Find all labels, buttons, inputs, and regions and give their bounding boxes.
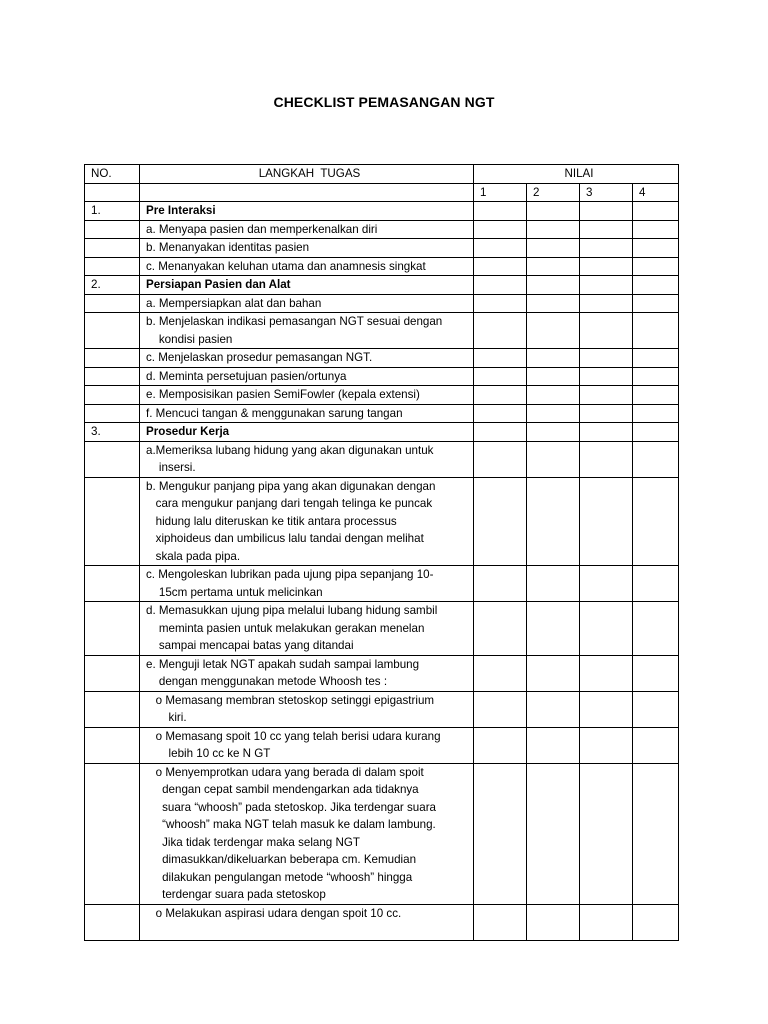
score-cell-2[interactable]: [527, 441, 580, 477]
row-number: [85, 367, 140, 386]
score-cell-1[interactable]: [474, 477, 527, 566]
row-number: 3.: [85, 423, 140, 442]
score-cell-1[interactable]: [474, 220, 527, 239]
task-row: [85, 220, 679, 239]
task-row: [85, 404, 679, 423]
score-cell-1[interactable]: [474, 239, 527, 258]
score-cell-2[interactable]: [527, 477, 580, 566]
score-cell-2[interactable]: [527, 404, 580, 423]
row-number: [85, 313, 140, 349]
score-cell-3[interactable]: [580, 367, 633, 386]
score-cell-1[interactable]: [474, 404, 527, 423]
score-cell-1[interactable]: [474, 276, 527, 295]
row-number: [85, 404, 140, 423]
task-text: a. Mempersiapkan alat dan bahan: [140, 294, 474, 313]
task-text: o Menyemprotkan udara yang berada di dalam spoit dengan cepat sambil mendengarkan ada tidaknya suara “whoosh” pada stetoskop. Jika terdengar suara “whoosh” maka NGT telah masuk ke dalam lambung. Jika tidak terdengar maka selang NGT dimasukkan/dikeluarkan beberapa cm. Kemudian dilakukan pengulangan metode “whoosh” hingga terdengar suara pada stetoskop: [140, 763, 474, 904]
score-cell-3[interactable]: [580, 691, 633, 727]
score-cell-3[interactable]: [580, 441, 633, 477]
score-cell-3[interactable]: [580, 477, 633, 566]
section-title: Persiapan Pasien dan Alat: [140, 276, 474, 295]
score-cell-2[interactable]: [527, 276, 580, 295]
score-column-4: 4: [633, 183, 679, 202]
task-row: [85, 602, 679, 656]
score-cell-2[interactable]: [527, 220, 580, 239]
score-cell-3[interactable]: [580, 423, 633, 442]
task-text: c. Menanyakan keluhan utama dan anamnesis singkat: [140, 257, 474, 276]
task-row: [85, 294, 679, 313]
row-number: [85, 602, 140, 656]
score-cell-4[interactable]: [633, 349, 679, 368]
score-cell-2[interactable]: [527, 602, 580, 656]
score-cell-4[interactable]: [633, 386, 679, 405]
score-cell-4[interactable]: [633, 727, 679, 763]
score-cell-1[interactable]: [474, 202, 527, 221]
row-number: [85, 220, 140, 239]
score-cell-2[interactable]: [527, 691, 580, 727]
task-row: [85, 349, 679, 368]
row-number: [85, 239, 140, 258]
row-number: [85, 691, 140, 727]
task-row: [85, 904, 679, 940]
score-cell-4[interactable]: [633, 477, 679, 566]
task-row: [85, 691, 679, 727]
score-cell-1[interactable]: [474, 691, 527, 727]
section-row: [85, 423, 679, 442]
task-row: [85, 367, 679, 386]
task-text: e. Memposisikan pasien SemiFowler (kepala extensi): [140, 386, 474, 405]
score-cell-4[interactable]: [633, 441, 679, 477]
score-cell-1[interactable]: [474, 904, 527, 940]
score-column-2: 2: [527, 183, 580, 202]
task-text: e. Menguji letak NGT apakah sudah sampai lambung dengan menggunakan metode Whoosh tes :: [140, 655, 474, 691]
row-number: [85, 566, 140, 602]
score-cell-2[interactable]: [527, 566, 580, 602]
score-column-1: 1: [474, 183, 527, 202]
task-row: [85, 566, 679, 602]
score-cell-2[interactable]: [527, 257, 580, 276]
score-cell-4[interactable]: [633, 257, 679, 276]
empty-cell: [140, 183, 474, 202]
task-row: [85, 477, 679, 566]
score-cell-2[interactable]: [527, 294, 580, 313]
score-cell-2[interactable]: [527, 313, 580, 349]
score-columns-row: [85, 183, 679, 202]
task-row: [85, 727, 679, 763]
score-cell-4[interactable]: [633, 202, 679, 221]
row-number: [85, 655, 140, 691]
header-no: NO.: [85, 165, 140, 184]
score-cell-2[interactable]: [527, 904, 580, 940]
row-number: 1.: [85, 202, 140, 221]
task-row: [85, 441, 679, 477]
score-cell-4[interactable]: [633, 276, 679, 295]
task-row: [85, 655, 679, 691]
score-cell-4[interactable]: [633, 294, 679, 313]
task-row: [85, 313, 679, 349]
section-row: [85, 202, 679, 221]
score-cell-2[interactable]: [527, 367, 580, 386]
row-number: [85, 727, 140, 763]
score-cell-4[interactable]: [633, 691, 679, 727]
task-row: [85, 386, 679, 405]
task-text: o Memasang spoit 10 cc yang telah berisi udara kurang lebih 10 cc ke N GT: [140, 727, 474, 763]
score-cell-3[interactable]: [580, 349, 633, 368]
task-text: b. Menanyakan identitas pasien: [140, 239, 474, 258]
score-cell-1[interactable]: [474, 566, 527, 602]
score-cell-3[interactable]: [580, 294, 633, 313]
task-text: a.Memeriksa lubang hidung yang akan digunakan untuk insersi.: [140, 441, 474, 477]
header-score: NILAI: [474, 165, 679, 184]
row-number: [85, 257, 140, 276]
score-cell-3[interactable]: [580, 655, 633, 691]
row-number: [85, 904, 140, 940]
score-cell-3[interactable]: [580, 566, 633, 602]
score-cell-4[interactable]: [633, 239, 679, 258]
score-cell-1[interactable]: [474, 441, 527, 477]
task-row: [85, 257, 679, 276]
score-cell-4[interactable]: [633, 423, 679, 442]
score-cell-3[interactable]: [580, 220, 633, 239]
task-text: d. Meminta persetujuan pasien/ortunya: [140, 367, 474, 386]
task-text: d. Memasukkan ujung pipa melalui lubang hidung sambil meminta pasien untuk melakukan gerakan menelan sampai mencapai batas yang ditandai: [140, 602, 474, 656]
score-cell-3[interactable]: [580, 202, 633, 221]
score-column-3: 3: [580, 183, 633, 202]
score-cell-2[interactable]: [527, 423, 580, 442]
score-cell-4[interactable]: [633, 904, 679, 940]
task-text: c. Menjelaskan prosedur pemasangan NGT.: [140, 349, 474, 368]
score-cell-4[interactable]: [633, 566, 679, 602]
score-cell-3[interactable]: [580, 763, 633, 904]
score-cell-3[interactable]: [580, 602, 633, 656]
score-cell-1[interactable]: [474, 655, 527, 691]
page-title: CHECKLIST PEMASANGAN NGT: [273, 94, 495, 110]
score-cell-3[interactable]: [580, 313, 633, 349]
task-text: f. Mencuci tangan & menggunakan sarung tangan: [140, 404, 474, 423]
score-cell-3[interactable]: [580, 386, 633, 405]
score-cell-2[interactable]: [527, 202, 580, 221]
score-cell-3[interactable]: [580, 404, 633, 423]
task-text: a. Menyapa pasien dan memperkenalkan diri: [140, 220, 474, 239]
score-cell-3[interactable]: [580, 727, 633, 763]
score-cell-3[interactable]: [580, 904, 633, 940]
score-cell-1[interactable]: [474, 294, 527, 313]
score-cell-4[interactable]: [633, 220, 679, 239]
task-row: [85, 763, 679, 904]
section-title: Pre Interaksi: [140, 202, 474, 221]
task-text: o Melakukan aspirasi udara dengan spoit 10 cc.: [140, 904, 474, 940]
score-cell-1[interactable]: [474, 257, 527, 276]
score-cell-1[interactable]: [474, 602, 527, 656]
header-row: [85, 165, 679, 184]
score-cell-4[interactable]: [633, 655, 679, 691]
score-cell-2[interactable]: [527, 239, 580, 258]
score-cell-3[interactable]: [580, 276, 633, 295]
score-cell-2[interactable]: [527, 349, 580, 368]
task-text: b. Mengukur panjang pipa yang akan digunakan dengan cara mengukur panjang dari tengah telinga ke puncak hidung lalu diteruskan ke titik antara processus xiphoideus dan umbilicus lalu tandai dengan melihat skala pada pipa.: [140, 477, 474, 566]
score-cell-3[interactable]: [580, 257, 633, 276]
checklist-table: [84, 164, 679, 941]
section-title: Prosedur Kerja: [140, 423, 474, 442]
header-step: LANGKAH TUGAS: [140, 165, 474, 184]
score-cell-1[interactable]: [474, 349, 527, 368]
score-cell-4[interactable]: [633, 404, 679, 423]
score-cell-1[interactable]: [474, 763, 527, 904]
score-cell-2[interactable]: [527, 386, 580, 405]
score-cell-2[interactable]: [527, 727, 580, 763]
row-number: [85, 763, 140, 904]
row-number: [85, 294, 140, 313]
row-number: [85, 349, 140, 368]
score-cell-4[interactable]: [633, 367, 679, 386]
task-text: b. Menjelaskan indikasi pemasangan NGT sesuai dengan kondisi pasien: [140, 313, 474, 349]
row-number: [85, 477, 140, 566]
score-cell-4[interactable]: [633, 763, 679, 904]
score-cell-1[interactable]: [474, 367, 527, 386]
score-cell-4[interactable]: [633, 313, 679, 349]
task-row: [85, 239, 679, 258]
score-cell-1[interactable]: [474, 423, 527, 442]
empty-cell: [85, 183, 140, 202]
score-cell-1[interactable]: [474, 727, 527, 763]
score-cell-1[interactable]: [474, 386, 527, 405]
score-cell-2[interactable]: [527, 763, 580, 904]
score-cell-2[interactable]: [527, 655, 580, 691]
task-text: o Memasang membran stetoskop setinggi epigastrium kiri.: [140, 691, 474, 727]
task-text: c. Mengoleskan lubrikan pada ujung pipa sepanjang 10- 15cm pertama untuk melicinkan: [140, 566, 474, 602]
score-cell-1[interactable]: [474, 313, 527, 349]
score-cell-3[interactable]: [580, 239, 633, 258]
row-number: [85, 441, 140, 477]
row-number: [85, 386, 140, 405]
score-cell-4[interactable]: [633, 602, 679, 656]
section-row: [85, 276, 679, 295]
row-number: 2.: [85, 276, 140, 295]
